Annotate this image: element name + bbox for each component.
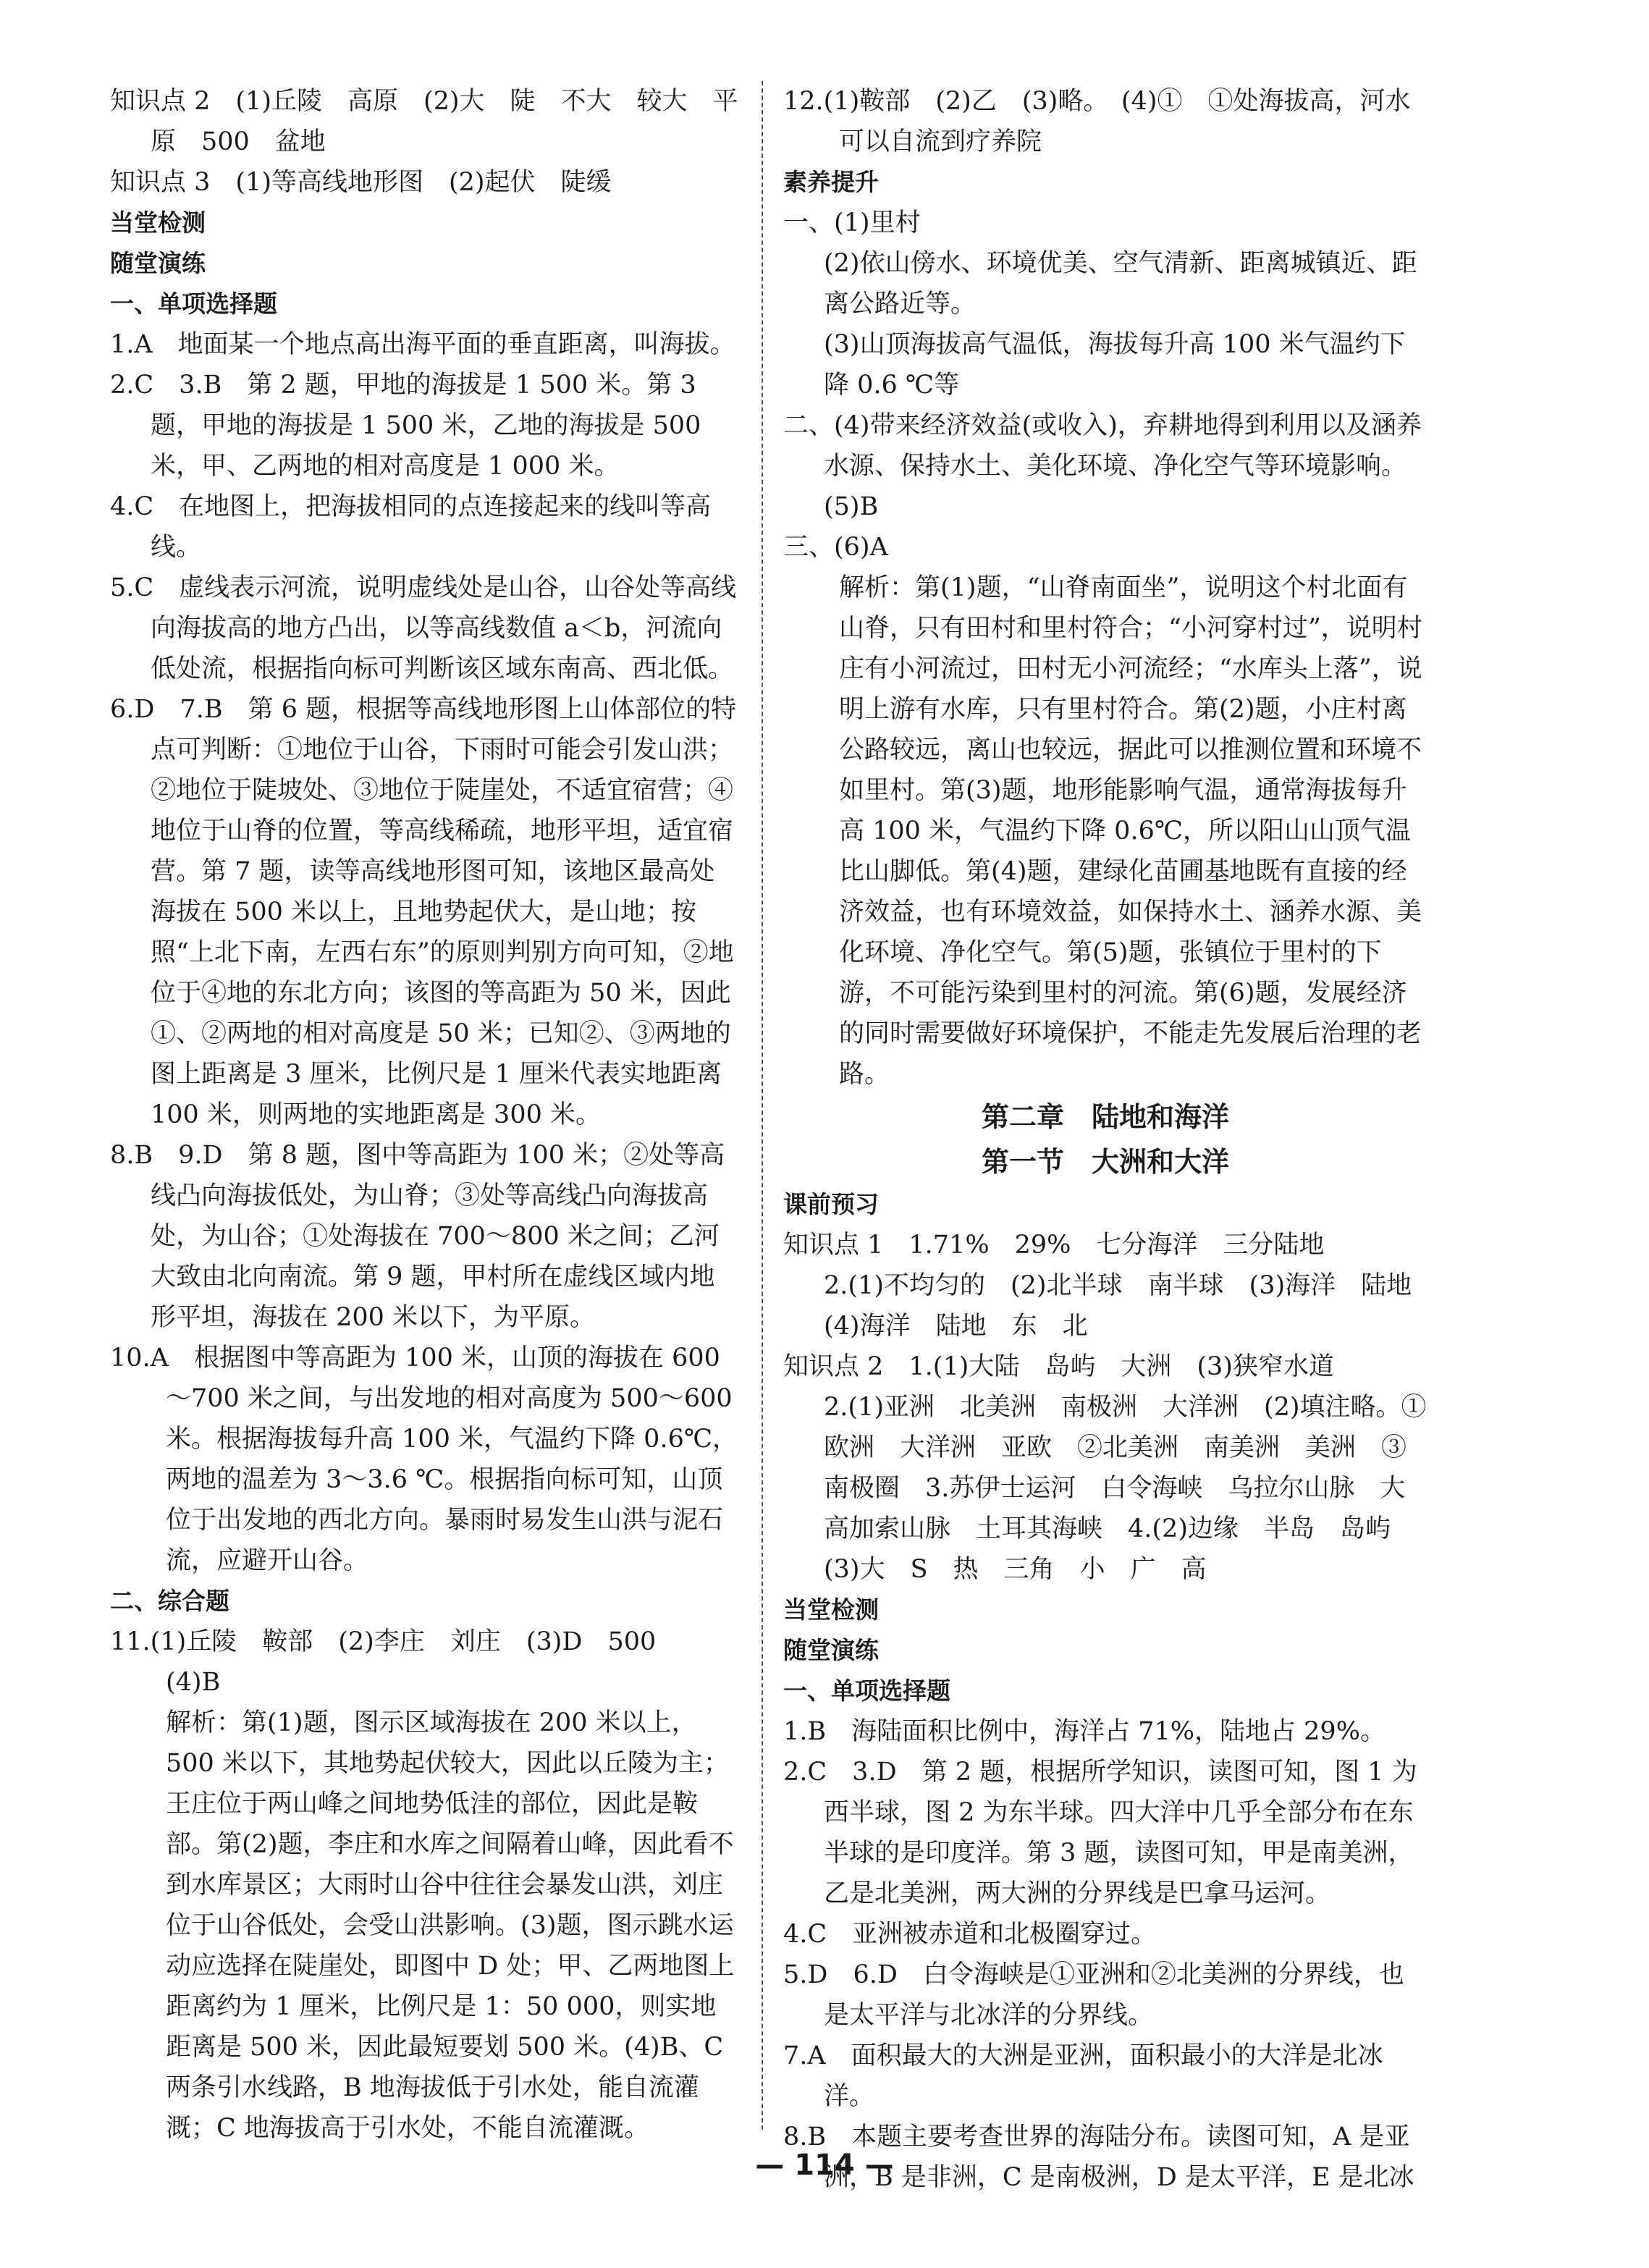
right-paragraph: 2.(1)亚洲 北美洲 南极洲 大洋洲 (2)填注略。①欧洲 大洋洲 亚欧 ②北美洲 南美洲 美洲 ③南极圈 3.苏伊士运河 白令海峡 乌拉尔山脉 大高加索山脉 土耳其海峡 4.(2)边缘 半岛 岛屿 (3)大 S 热 三角 小 广 高 [824,1393,1427,1584]
right-paragraph: 第二章 陆地和海洋 [981,1101,1229,1133]
right-paragraph: 知识点 2 1.(1)大陆 岛屿 大洲 (3)狭窄水道 [783,1352,1334,1381]
right-paragraph: 7.A 面积最大的大洲是亚洲，面积最小的大洋是北冰洋。 [783,2041,1383,2111]
left-paragraph: 11.(1)丘陵 鞍部 (2)李庄 刘庄 (3)D 500 [110,1627,657,1656]
left-paragraph: 2.C 3.B 第 2 题，甲地的海拔是 1 500 米。第 3 题，甲地的海拔是 1 500 米，乙地的海拔是 500 米，甲、乙两地的相对高度是 1 000 米。 [110,371,701,481]
right-paragraph: 4.C 亚洲被赤道和北极圈穿过。 [783,1920,1157,1949]
left-paragraph: 5.C 虚线表示河流，说明虚线处是山谷，山谷处等高线向海拔高的地方凸出，以等高线数值 a＜b，河流向低处流，根据指向标可判断该区域东南高、西北低。 [110,573,737,683]
right-paragraph: (2)依山傍水、环境优美、空气清新、距离城镇近、距离公路近等。 [824,249,1417,319]
right-paragraph: 二、(4)带来经济效益(或收入)，弃耕地得到利用以及涵养水源、保持水土、美化环境、净化空气等环境影响。 [783,411,1422,481]
left-paragraph: (4)B [166,1668,221,1697]
right-paragraph: 2.(1)不均匀的 (2)北半球 南半球 (3)海洋 陆地 (4)海洋 陆地 东 北 [824,1271,1438,1341]
left-paragraph: 知识点 3 (1)等高线地形图 (2)起伏 陡缓 [110,168,612,197]
right-paragraph: 一、(1)里村 [783,208,921,237]
page-number: — 114 — [755,2149,894,2182]
right-paragraph: 8.B 本题主要考查世界的海陆分布。读图可知，A 是亚洲，B 是非洲，C 是南极洲，D 是太平洋，E 是北冰 [783,2122,1414,2192]
right-paragraph: 当堂检测 [783,1595,879,1624]
right-paragraph: (3)山顶海拔高气温低，海拔每升高 100 米气温约下降 0.6 ℃等 [824,330,1406,400]
left-paragraph: 一、单项选择题 [110,290,277,318]
left-paragraph: 随堂演练 [110,249,206,277]
left-paragraph: 当堂检测 [110,208,206,237]
right-paragraph: 12.(1)鞍部 (2)乙 (3)略。 (4)① ①处海拔高，河水可以自流到疗养院 [783,87,1411,156]
column-divider [762,81,763,2130]
left-column [110,81,740,2149]
left-paragraph: 10.A 根据图中等高距为 100 米，山顶的海拔在 600～700 米之间，与出发地的相对高度为 500～600 米。根据海拔每升高 100 米，气温约下降 0.6℃，两地的温差为 3～3.6 ℃。根据指向标可知，山顶位于出发地的西北方向。暴雨时易发生山洪与泥石流，应避开山谷。 [110,1344,738,1575]
left-paragraph: 知识点 2 (1)丘陵 高原 (2)大 陡 不大 较大 平原 500 盆地 [110,87,738,156]
right-paragraph: 随堂演练 [783,1636,879,1664]
right-paragraph: 解析：第(1)题，“山脊南面坐”，说明这个村北面有山脊，只有田村和里村符合；“小河穿村过”，说明村庄有小河流过，田村无小河流经；“水库头上落”，说明上游有水库，只有里村符合。第(2)题，小庄村离公路较远，离山也较远，据此可以推测位置和环境不如里村。第(3)题，地形能影响气温，通常海拔每升高 100 米，气温约下降 0.6℃，所以阳山山顶气温比山脚低。第(4)题，建绿化苗圃基地既有直接的经济效益，也有环境效益，如保持水土、涵养水源、美化环境、净化空气。第(5)题，张镇位于里村的下游，不可能污染到里村的河流。第(6)题，发展经济的同时需要做好环境保护，不能走先发展后治理的老路。 [839,573,1422,1089]
right-paragraph: 知识点 1 1.71% 29% 七分海洋 三分陆地 [783,1231,1325,1260]
right-paragraph: 三、(6)A [783,533,888,562]
right-paragraph: (5)B [824,492,879,521]
left-paragraph: 二、综合题 [110,1587,229,1615]
right-paragraph: 5.D 6.D 白令海峡是①亚洲和②北美洲的分界线，也是太平洋与北冰洋的分界线。 [783,1960,1404,2030]
right-paragraph: 一、单项选择题 [783,1677,950,1705]
left-paragraph: 1.A 地面某一个地点高出海平面的垂直距离，叫海拔。 [110,330,735,359]
left-paragraph: 解析：第(1)题，图示区域海拔在 200 米以上，500 米以下，其地势起伏较大，因此以丘陵为主；王庄位于两山峰之间地势低洼的部位，因此是鞍部。第(2)题，李庄和水库之间隔着山峰，因此看不到水库景区；大雨时山谷中往往会暴发山洪，刘庄位于山谷低处，会受山洪影响。(3)题，图示跳水运动应选择在陡崖处，即图中 D 处；甲、乙两地图上距离约为 1 厘米，比例尺是 1：50 000，则实地距离是 500 米，因此最短要划 500 米。(4)B、C 两条引水线路，B 地海拔低于引水处，能自流灌溉；C 地海拔高于引水处，不能自流灌溉。 [166,1708,735,2143]
left-paragraph: 8.B 9.D 第 8 题，图中等高距为 100 米；②处等高线凸向海拔低处，为山脊；③处等高线凸向海拔高处，为山谷；①处海拔在 700～800 米之间；乙河大致由北向南流。第 9 题，甲村所在虚线区域内地形平坦，海拔在 200 米以下，为平原。 [110,1141,725,1332]
left-paragraph: 4.C 在地图上，把海拔相同的点连接起来的线叫等高线。 [110,492,712,562]
right-paragraph: 素养提升 [783,168,879,196]
right-column [783,81,1438,2198]
right-paragraph: 1.B 海陆面积比例中，海洋占 71%，陆地占 29%。 [783,1717,1386,1746]
right-paragraph: 2.C 3.D 第 2 题，根据所学知识，读图可知，图 1 为西半球，图 2 为东半球。四大洋中几乎全部分布在东半球的是印度洋。第 3 题，读图可知，甲是南美洲，乙是北美洲，两大洲的分界线是巴拿马运河。 [783,1758,1417,1908]
left-paragraph: 6.D 7.B 第 6 题，根据等高线地形图上山体部位的特点可判断：①地位于山谷，下雨时可能会引发山洪；②地位于陡坡处、③地位于陡崖处，不适宜宿营；④地位于山脊的位置，等高线稀疏，地形平坦，适宜宿营。第 7 题，读等高线地形图可知，该地区最高处海拔在 500 米以上，且地势起伏大，是山地；按照“上北下南，左西右东”的原则判别方向可知，②地位于④地的东北方向；该图的等高距为 50 米，因此①、②两地的相对高度是 50 米；已知②、③两地的图上距离是 3 厘米，比例尺是 1 厘米代表实地距离 100 米，则两地的实地距离是 300 米。 [110,695,737,1129]
right-paragraph: 课前预习 [783,1190,879,1218]
right-paragraph: 第一节 大洲和大洋 [981,1146,1229,1178]
